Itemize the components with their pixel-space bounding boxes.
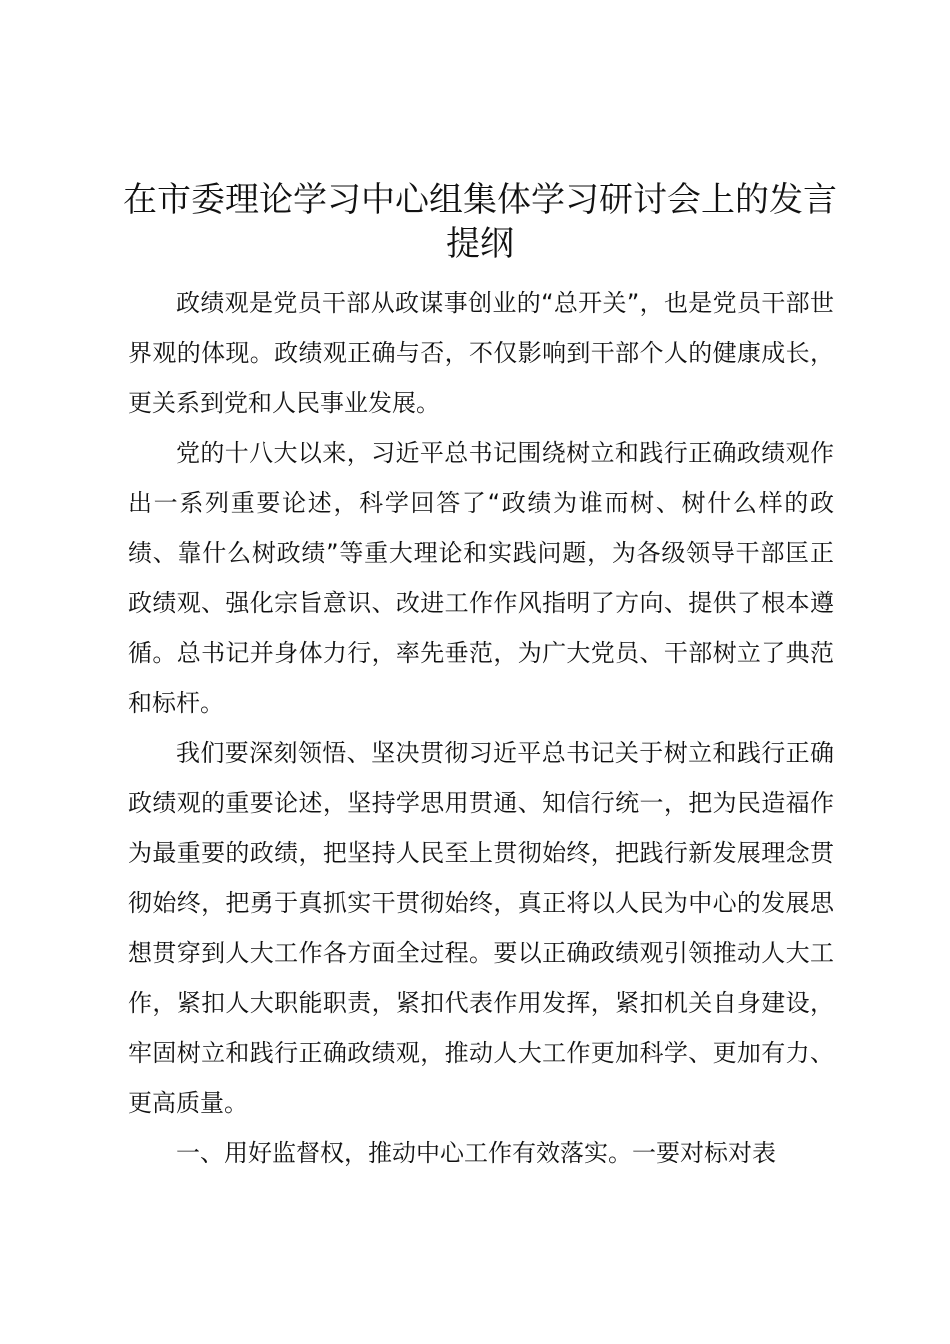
document-body	[128, 278, 834, 1178]
document-title: 在市委理论学习中心组集体学习研讨会上的发言提纲	[123, 180, 837, 264]
paragraph-intro: 政绩观是党员干部从政谋事创业的“总开关”，也是党员干部世界观的体现。政绩观正确与否，不仅影响到干部个人的健康成长，更关系到党和人民事业发展。	[128, 289, 834, 417]
paragraph-requirements: 我们要深刻领悟、坚决贯彻习近平总书记关于树立和践行正确政绩观的重要论述，坚持学思用贯通、知信行统一，把为民造福作为最重要的政绩，把坚持人民至上贯彻始终，把践行新发展理念贯彻始终，把勇于真抓实干贯彻始终，真正将以人民为中心的发展思想贯穿到人大工作各方面全过程。要以正确政绩观引领推动人大工作，紧扣人大职能职责，紧扣代表作用发挥，紧扣机关自身建设，牢固树立和践行正确政绩观，推动人大工作更加科学、更加有力、更高质量。	[128, 739, 834, 1117]
paragraph-background: 党的十八大以来，习近平总书记围绕树立和践行正确政绩观作出一系列重要论述，科学回答了“政绩为谁而树、树什么样的政绩、靠什么树政绩”等重大理论和实践问题，为各级领导干部匡正政绩观、强化宗旨意识、改进工作作风指明了方向、提供了根本遵循。总书记并身体力行，率先垂范，为广大党员、干部树立了典范和标杆。	[128, 439, 834, 717]
section-heading-one: 一、用好监督权，推动中心工作有效落实。一要对标对表	[176, 1139, 776, 1167]
